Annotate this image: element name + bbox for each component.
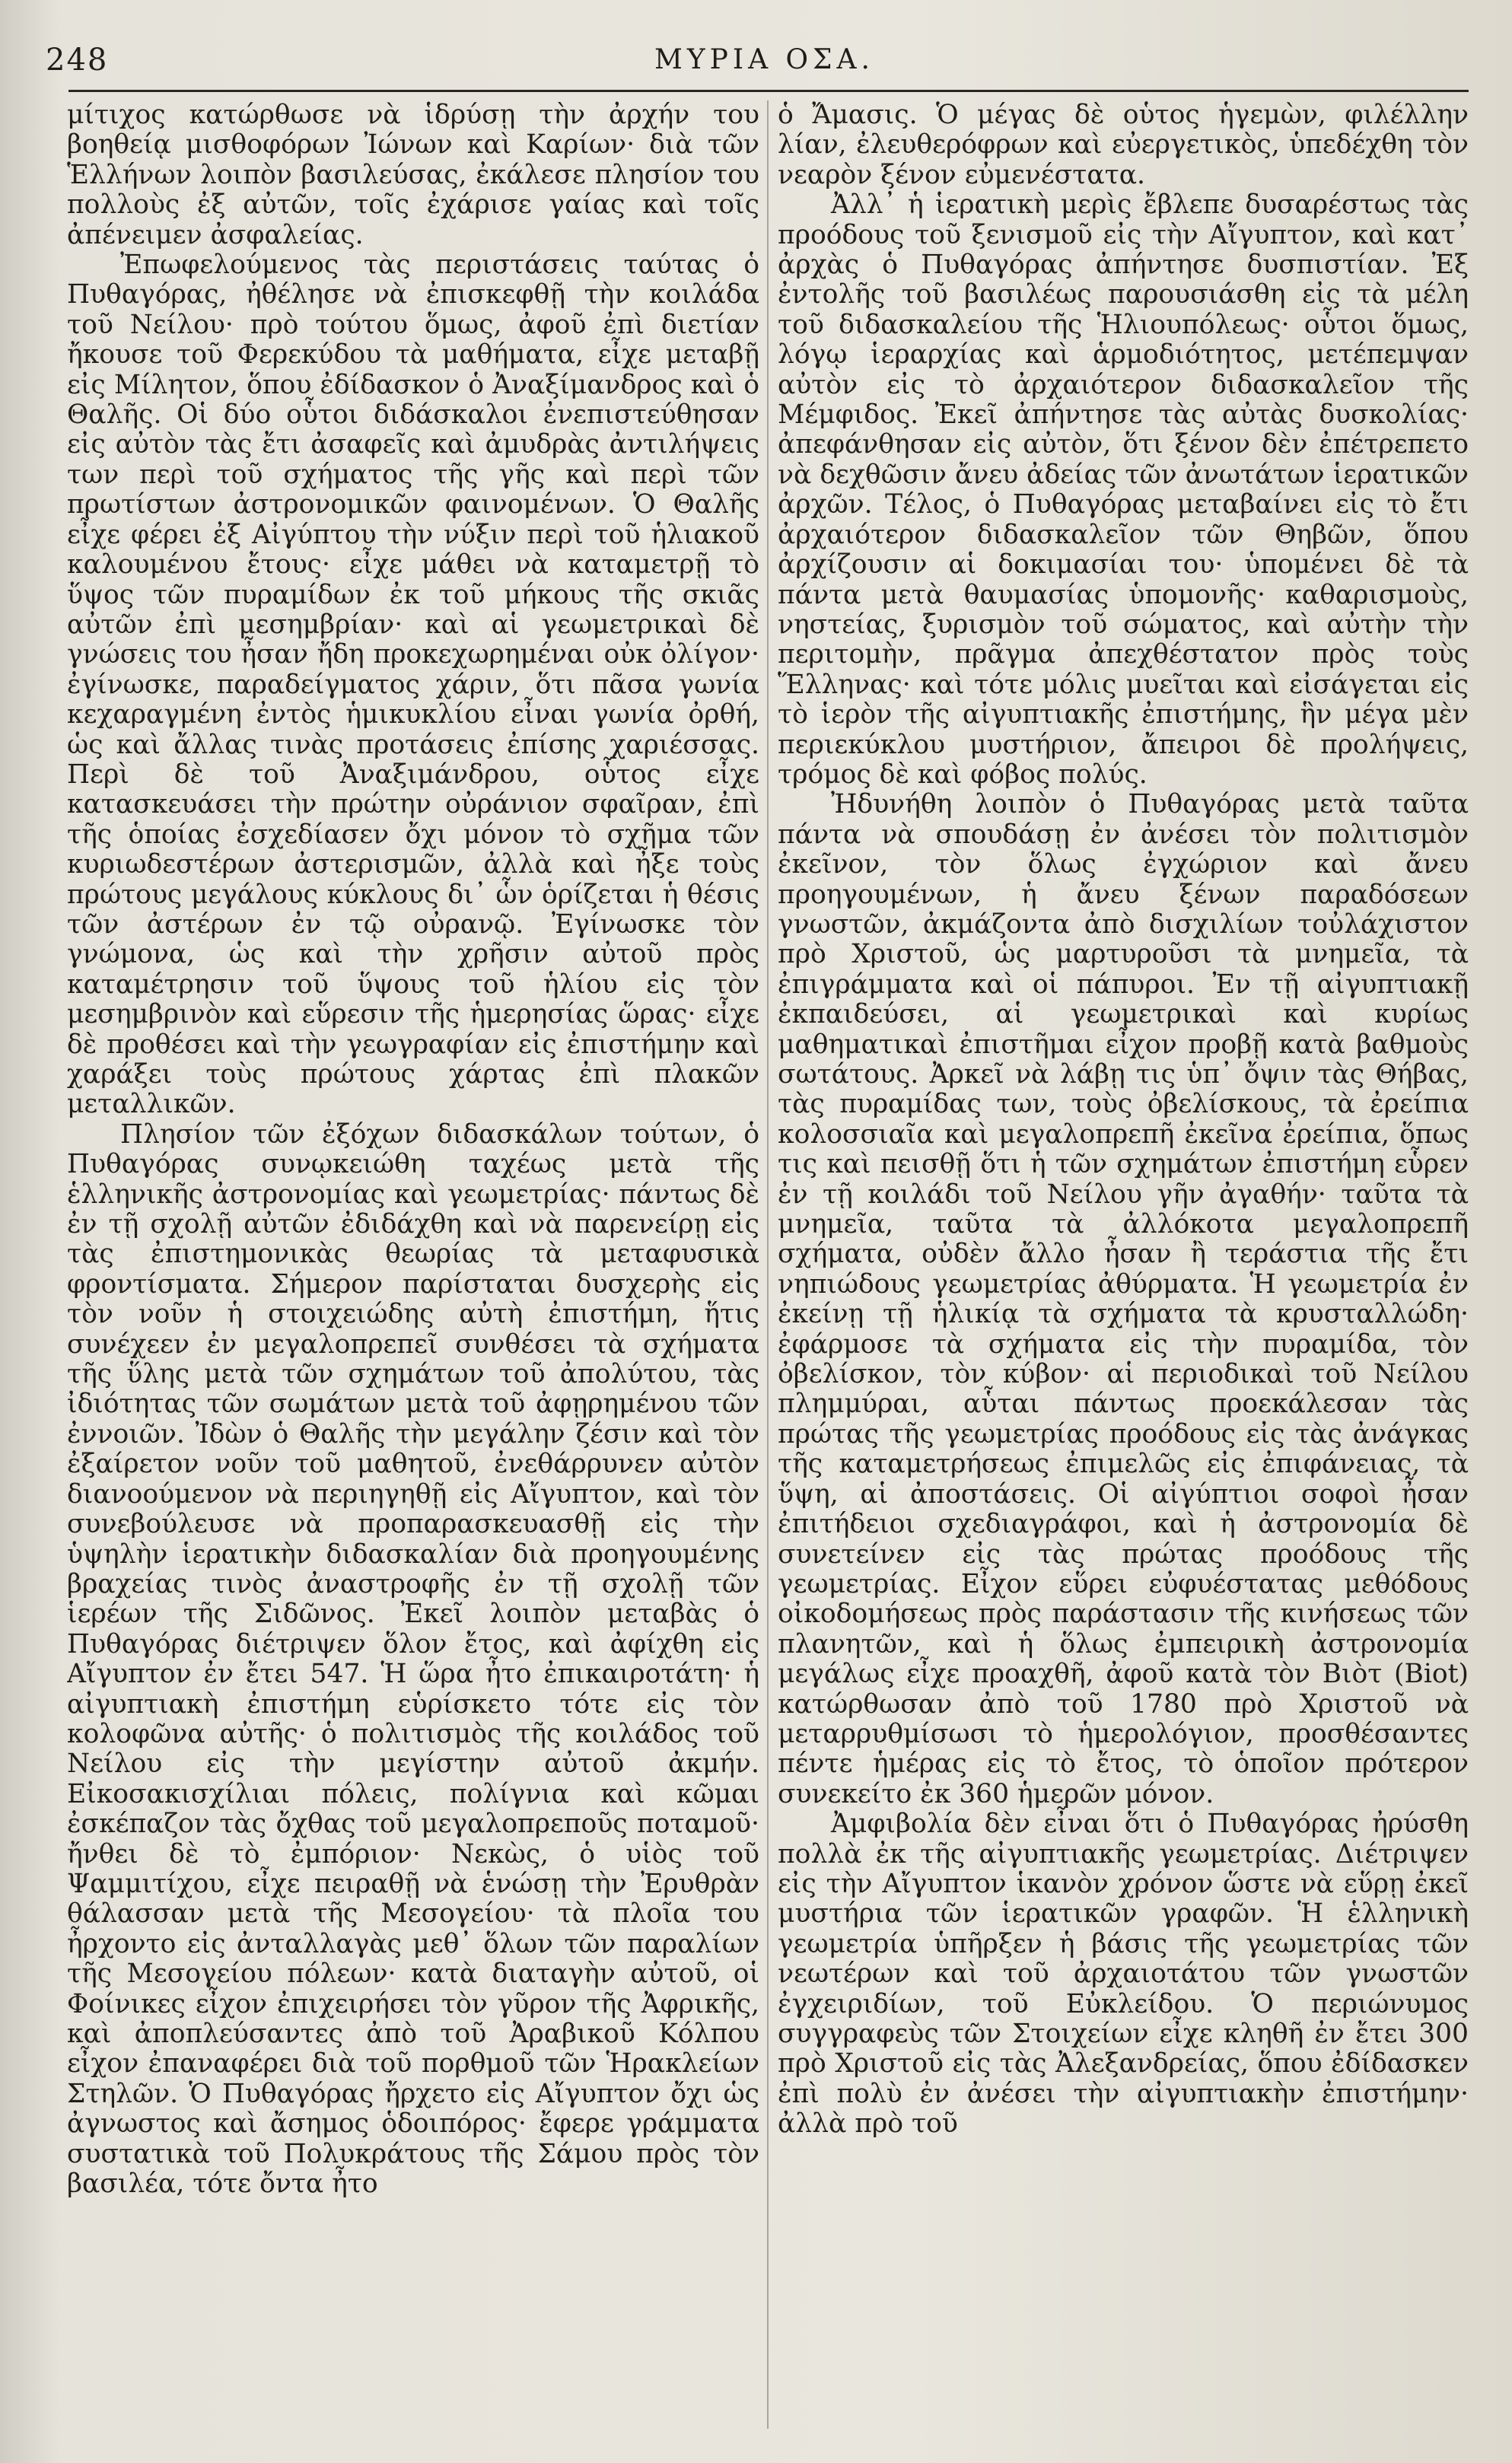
page-number: 248: [46, 43, 109, 78]
paragraph: Ἠδυνήθη λοιπὸν ὁ Πυθαγόρας μετὰ ταῦτα πάντα νὰ σπουδάσῃ ἐν ἀνέσει τὸν πολιτισμὸν ἐκεῖνον, τὸν ὅλως ἐγχώριον καὶ ἄνευ προηγουμένων, ἡ ἄνευ ξένων παραδόσεων γνωστῶν, ἀκμάζοντα ἀπὸ δισχιλίων τοὐλάχιστον πρὸ Χριστοῦ, ὡς μαρτυροῦσι τὰ μνημεῖα, τὰ ἐπιγράμματα καὶ οἱ πάπυροι. Ἐν τῇ αἰγυπτιακῇ ἐκπαιδεύσει, αἱ γεωμετρικαὶ καὶ κυρίως μαθηματικαὶ ἐπιστῆμαι εἶχον προβῇ κατὰ βαθμοὺς σωτάτους. Ἀρκεῖ νὰ λάβῃ τις ὑπ᾽ ὄψιν τὰς Θήβας, τὰς πυραμίδας των, τοὺς ὀβελίσκους, τὰ ἐρείπια κολοσσιαῖα καὶ μεγαλοπρεπῆ ἐκεῖνα ἐρείπια, ὅπως τις καὶ πεισθῇ ὅτι ἡ τῶν σχημάτων ἐπιστήμη εὗρεν ἐν τῇ κοιλάδι τοῦ Νείλου γῆν ἀγαθήν· ταῦτα τὰ μνημεῖα, ταῦτα τὰ ἀλλόκοτα μεγαλοπρεπῆ σχήματα, οὐδὲν ἄλλο ἦσαν ἢ τεράστια τῆς ἔτι νηπιώδους γεωμετρίας ἀθύρματα. Ἡ γεωμετρία ἐν ἐκείνῃ τῇ ἡλικίᾳ τὰ σχήματα τὰ κρυσταλλώδη· ἐφάρμοσε τὰ σχήματα εἰς τὴν πυραμίδα, τὸν ὀβελίσκον, τὸν κύβον· αἱ περιοδικαὶ τοῦ Νείλου πλημμύραι, αὗται πάντως προεκάλεσαν τὰς πρώτας τῆς γεωμετρίας προόδους εἰς τὰς ἀνάγκας τῆς καταμετρήσεως ἐπιμελῶς εἰς ἐπιφάνειας, τὰ ὕψη, αἱ ἀποστάσεις. Οἱ αἰγύπτιοι σοφοὶ ἦσαν ἐπιτήδειοι σχεδιαγράφοι, καὶ ἡ ἀστρονομία δὲ συνετείνεν εἰς τὰς πρώτας προόδους τῆς γεωμετρίας. Εἶχον εὕρει εὐφυέστατας μεθόδους οἰκοδομήσεως πρὸς παράστασιν τῆς κινήσεως τῶν πλανητῶν, καὶ ἡ ὅλως ἐμπειρικὴ ἀστρονομία μεγάλως εἶχε προαχθῆ, ἀφοῦ κατὰ τὸν Βιὸτ (Biot) κατώρθωσαν ἀπὸ τοῦ 1780 πρὸ Χριστοῦ νὰ μεταρρυθμίσωσι τὸ ἡμερολόγιον, προσθέσαντες πέντε ἡμέρας εἰς τὸ ἔτος, τὸ ὁποῖον πρότερον συνεκείτο ἐκ 360 ἡμερῶν μόνον.: [778, 789, 1469, 1809]
paragraph: ὁ Ἄμασις. Ὁ μέγας δὲ οὗτος ἡγεμὼν, φιλέλλην λίαν, ἐλευθερόφρων καὶ εὐεργετικὸς, ὑπεδέχθη τὸν νεαρὸν ξένον εὐμενέστατα.: [778, 100, 1469, 190]
paragraph: μίτιχος κατώρθωσε νὰ ἱδρύσῃ τὴν ἀρχήν του βοηθείᾳ μισθοφόρων Ἰώνων καὶ Καρίων· διὰ τῶν Ἑλλήνων λοιπὸν βασιλεύσας, ἐκάλεσε πλησίον του πολλοὺς ἐξ αὐτῶν, τοῖς ἐχάρισε γαίας καὶ τοῖς ἀπένειμεν ἀσφαλείας.: [67, 100, 759, 250]
header-rule: [68, 90, 1469, 92]
column-divider: [767, 100, 769, 2429]
running-head-title: ΜΥΡΙΑ ΟΣΑ.: [654, 44, 874, 75]
page-header: [0, 0, 1512, 91]
left-column: [67, 100, 759, 2444]
paragraph: Ἐπωφελούμενος τὰς περιστάσεις ταύτας ὁ Πυθαγόρας, ἠθέλησε νὰ ἐπισκεφθῇ τὴν κοιλάδα τοῦ Νείλου· πρὸ τούτου ὅμως, ἀφοῦ ἐπὶ διετίαν ἤκουσε τοῦ Φερεκύδου τὰ μαθήματα, εἶχε μεταβῇ εἰς Μίλητον, ὅπου ἐδίδασκον ὁ Ἀναξίμανδρος καὶ ὁ Θαλῆς. Οἱ δύο οὗτοι διδάσκαλοι ἐνεπιστεύθησαν εἰς αὐτὸν τὰς ἔτι ἀσαφεῖς καὶ ἀμυδρὰς ἀντιλήψεις των περὶ τοῦ σχήματος τῆς γῆς καὶ περὶ τῶν πρωτίστων ἀστρονομικῶν φαινομένων. Ὁ Θαλῆς εἶχε φέρει ἐξ Αἰγύπτου τὴν νύξιν περὶ τοῦ ἡλιακοῦ καλουμένου ἔτους· εἶχε μάθει νὰ καταμετρῇ τὸ ὕψος τῶν πυραμίδων ἐκ τοῦ μήκους τῆς σκιᾶς αὐτῶν ἐπὶ μεσημβρίαν· καὶ αἱ γεωμετρικαὶ δὲ γνώσεις του ἦσαν ἤδη προκεχωρημέναι οὐκ ὀλίγον· ἐγίνωσκε, παραδείγματος χάριν, ὅτι πᾶσα γωνία κεχαραγμένη ἐντὸς ἡμικυκλίου εἶναι γωνία ὀρθή, ὡς καὶ ἄλλας τινὰς προτάσεις ἐπίσης χαριέσσας. Περὶ δὲ τοῦ Ἀναξιμάνδρου, οὗτος εἶχε κατασκευάσει τὴν πρώτην οὐράνιον σφαῖραν, ἐπὶ τῆς ὁποίας ἐσχεδίασεν ὄχι μόνον τὸ σχῆμα τῶν κυριωδεστέρων ἀστερισμῶν, ἀλλὰ καὶ ἦξε τοὺς πρώτους μεγάλους κύκλους δι᾽ ὧν ὁρίζεται ἡ θέσις τῶν ἀστέρων ἐν τῷ οὐρανῷ. Ἐγίνωσκε τὸν γνώμονα, ὡς καὶ τὴν χρῆσιν αὐτοῦ πρὸς καταμέτρησιν τοῦ ὕψους τοῦ ἡλίου εἰς τὸν μεσημβρινὸν καὶ εὕρεσιν τῆς ἡμερησίας ὥρας· εἶχε δὲ προθέσει καὶ τὴν γεωγραφίαν εἰς ἐπιστήμην καὶ χαράξει τοὺς πρώτους χάρτας ἐπὶ πλακῶν μεταλλικῶν.: [67, 250, 759, 1120]
paragraph: Ἀλλ᾽ ἡ ἱερατικὴ μερὶς ἔβλεπε δυσαρέστως τὰς προόδους τοῦ ξενισμοῦ εἰς τὴν Αἴγυπτον, καὶ κατ᾽ ἀρχὰς ὁ Πυθαγόρας ἀπήντησε δυσπιστίαν. Ἐξ ἐντολῆς τοῦ βασιλέως παρουσιάσθη εἰς τὰ μέλη τοῦ διδασκαλείου τῆς Ἡλιουπόλεως· οὗτοι ὅμως, λόγῳ ἱεραρχίας καὶ ἁρμοδιότητος, μετέπεμψαν αὐτὸν εἰς τὸ ἀρχαιότερον διδασκαλεῖον τῆς Μέμφιδος. Ἐκεῖ ἀπήντησε τὰς αὐτὰς δυσκολίας· ἀπεφάνθησαν εἰς αὐτὸν, ὅτι ξένον δὲν ἐπέτρεπετο νὰ δεχθῶσιν ἄνευ ἀδείας τῶν ἀνωτάτων ἱερατικῶν ἀρχῶν. Τέλος, ὁ Πυθαγόρας μεταβαίνει εἰς τὸ ἔτι ἀρχαιότερον διδασκαλεῖον τῶν Θηβῶν, ὅπου ἀρχίζουσιν αἱ δοκιμασίαι του· ὑπομένει δὲ τὰ πάντα μετὰ θαυμασίας ὑπομονῆς· καθαρισμοὺς, νηστείας, ξυρισμὸν τοῦ σώματος, καὶ αὐτὴν τὴν περιτομὴν, πρᾶγμα ἀπεχθέστατον πρὸς τοὺς Ἕλληνας· καὶ τότε μόλις μυεῖται καὶ εἰσάγεται εἰς τὸ ἱερὸν τῆς αἰγυπτιακῆς ἐπιστήμης, ἣν μέγα μὲν περιεκύκλου μυστήριον, ἄπειροι δὲ προλήψεις, τρόμος δὲ καὶ φόβος πολύς.: [778, 189, 1469, 790]
paragraph: Πλησίον τῶν ἐξόχων διδασκάλων τούτων, ὁ Πυθαγόρας συνῳκειώθη ταχέως μετὰ τῆς ἑλληνικῆς ἀστρονομίας καὶ γεωμετρίας· πάντως δὲ ἐν τῇ σχολῇ αὐτῶν ἐδιδάχθη καὶ νὰ παρενείρῃ εἰς τὰς ἐπιστημονικὰς θεωρίας τὰ μεταφυσικὰ φροντίσματα. Σήμερον παρίσταται δυσχερὴς εἰς τὸν νοῦν ἡ στοιχειώδης αὐτὴ ἐπιστήμη, ἥτις συνέχεεν ἐν μεγαλοπρεπεῖ συνθέσει τὰ σχήματα τῆς ὕλης μετὰ τῶν σχημάτων τοῦ ἀπολύτου, τὰς ἰδιότητας τῶν σωμάτων μετὰ τοῦ ἀφῃρημένου τῶν ἐννοιῶν. Ἰδὼν ὁ Θαλῆς τὴν μεγάλην ζέσιν καὶ τὸν ἐξαίρετον νοῦν τοῦ μαθητοῦ, ἐνεθάρρυνεν αὐτὸν διανοούμενον νὰ περιηγηθῇ εἰς Αἴγυπτον, καὶ τὸν συνεβούλευσε νὰ προπαρασκευασθῇ εἰς τὴν ὑψηλὴν ἱερατικὴν διδασκαλίαν διὰ προηγουμένης βραχείας τινὸς ἀναστροφῆς ἐν τῇ σχολῇ τῶν ἱερέων τῆς Σιδῶνος. Ἐκεῖ λοιπὸν μεταβὰς ὁ Πυθαγόρας διέτριψεν ὅλον ἔτος, καὶ ἀφίχθη εἰς Αἴγυπτον ἐν ἔτει 547. Ἡ ὥρα ἦτο ἐπικαιροτάτη· ἡ αἰγυπτιακὴ ἐπιστήμη εὑρίσκετο τότε εἰς τὸν κολοφῶνα αὐτῆς· ὁ πολιτισμὸς τῆς κοιλάδος τοῦ Νείλου εἰς τὴν μεγίστην αὐτοῦ ἀκμήν. Εἰκοσακισχίλιαι πόλεις, πολίγνια καὶ κῶμαι ἐσκέπαζον τὰς ὄχθας τοῦ μεγαλοπρεποῦς ποταμοῦ· ἤνθει δὲ τὸ ἐμπόριον· Νεκὼς, ὁ υἱὸς τοῦ Ψαμμιτίχου, εἶχε πειραθῇ νὰ ἑνώσῃ τὴν Ἐρυθρὰν θάλασσαν μετὰ τῆς Μεσογείου· τὰ πλοῖα του ἦρχοντο εἰς ἀνταλλαγὰς μεθ᾽ ὅλων τῶν παραλίων τῆς Μεσογείου πόλεων· κατὰ διαταγὴν αὐτοῦ, οἱ Φοίνικες εἶχον ἐπιχειρήσει τὸν γῦρον τῆς Ἀφρικῆς, καὶ ἀποπλεύσαντες ἀπὸ τοῦ Ἀραβικοῦ Κόλπου εἶχον ἐπαναφέρει διὰ τοῦ πορθμοῦ τῶν Ἡρακλείων Στηλῶν. Ὁ Πυθαγόρας ἤρχετο εἰς Αἴγυπτον ὄχι ὡς ἀγνωστος καὶ ἄσημος ὁδοιπόρος· ἔφερε γράμματα συστατικὰ τοῦ Πολυκράτους τῆς Σάμου πρὸς τὸν βασιλέα, τότε ὄντα ἦτο: [67, 1119, 759, 2200]
right-column: [778, 100, 1469, 2444]
paragraph: Ἀμφιβολία δὲν εἶναι ὅτι ὁ Πυθαγόρας ἠρύσθη πολλὰ ἐκ τῆς αἰγυπτιακῆς γεωμετρίας. Διέτριψεν εἰς τὴν Αἴγυπτον ἱκανὸν χρόνον ὥστε νὰ εὕρῃ ἐκεῖ μυστήρια τῶν ἱερατικῶν γραφῶν. Ἡ ἑλληνικὴ γεωμετρία ὑπῆρξεν ἡ βάσις τῆς γεωμετρίας τῶν νεωτέρων καὶ τοῦ ἀρχαιοτάτου τῶν γνωστῶν ἐγχειριδίων, τοῦ Εὐκλείδου. Ὁ περιώνυμος συγγραφεὺς τῶν Στοιχείων εἶχε κληθῆ ἐν ἔτει 300 πρὸ Χριστοῦ εἰς τὰς Ἀλεξανδρείας, ὅπου ἐδίδασκεν ἐπὶ πολὺ ἐν ἀνέσει τὴν αἰγυπτιακὴν ἐπιστήμην· ἀλλὰ πρὸ τοῦ: [778, 1809, 1469, 2140]
